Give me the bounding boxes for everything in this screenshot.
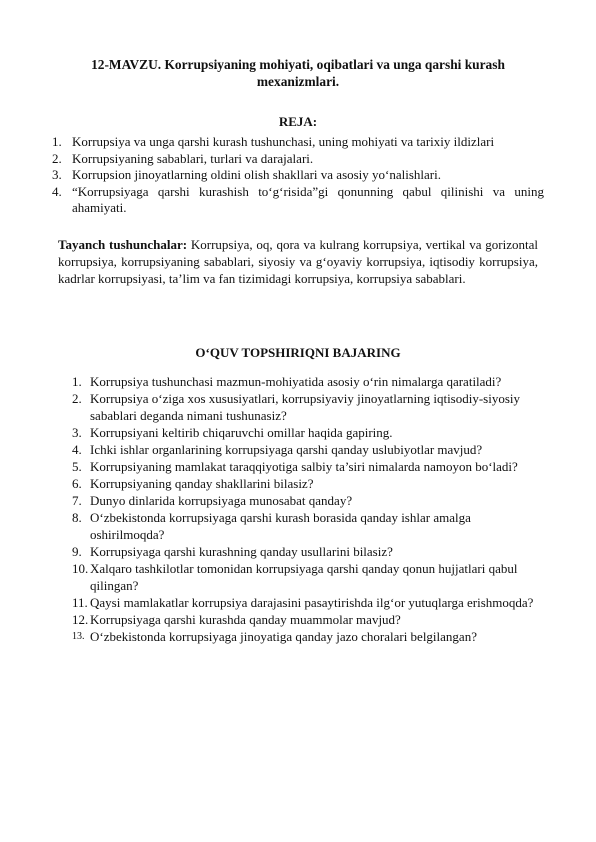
plan-item — [52, 167, 544, 184]
task-number: 5. — [72, 459, 82, 474]
task-text: Qaysi mamlakatlar korrupsiya darajasini pasaytirishda ilg‘or yutuqlarga erishmoqda? — [90, 595, 534, 610]
task-text: Ichki ishlar organlarining korrupsiyaga qarshi qanday uslubiyotlar mavjud? — [90, 442, 483, 457]
task-item — [72, 628, 540, 645]
task-item — [72, 509, 540, 543]
task-item — [72, 611, 540, 628]
tasks-list — [72, 373, 540, 645]
plan-item-text: “Korrupsiyaga qarshi kurashish to‘g‘risida”gi qonunning qabul qilinishi va uning ahamiyati. — [72, 183, 544, 215]
task-item — [72, 492, 540, 509]
plan-item-number: 2. — [52, 150, 62, 166]
task-number: 6. — [72, 476, 82, 491]
task-item — [72, 373, 540, 390]
task-text: Korrupsiyaga qarshi kurashning qanday usullarini bilasiz? — [90, 544, 393, 559]
plan-item-number: 1. — [52, 134, 62, 149]
task-text: Korrupsiya tushunchasi mazmun-mohiyatida asosiy o‘rin nimalarga qaratiladi? — [90, 374, 502, 389]
key-concepts-label: Tayanch tushunchalar: — [58, 237, 188, 252]
task-item — [72, 560, 540, 594]
task-text: O‘zbekistonda korrupsiyaga qarshi kurash borasida qanday ishlar amalga oshirilmoqda? — [90, 510, 471, 542]
task-text: Xalqaro tashkilotlar tomonidan korrupsiyaga qarshi qanday qonun hujjatlari qabul qilingan? — [90, 561, 518, 593]
task-item — [72, 441, 540, 458]
task-item — [72, 475, 540, 492]
task-text: Korrupsiyaning mamlakat taraqqiyotiga salbiy ta’siri nimalarda namoyon bo‘ladi? — [90, 459, 518, 474]
task-item — [72, 424, 540, 441]
plan-item-text: Korrupsion jinoyatlarning oldini olish shakllari va asosiy yo‘nalishlari. — [72, 167, 442, 182]
task-number: 8. — [72, 510, 82, 525]
plan-item-text: Korrupsiyaning sabablari, turlari va darajalari. — [72, 150, 314, 166]
plan-item — [52, 134, 544, 151]
plan-item — [52, 184, 544, 217]
task-number: 1. — [72, 374, 82, 389]
task-text: O‘zbekistonda korrupsiyaga jinoyatiga qanday jazo choralari belgilangan? — [90, 629, 477, 644]
task-number: 13. — [72, 631, 85, 642]
key-concepts-text: Korrupsiya, oq, qora va kulrang korrupsiya, vertikal va gorizontal korrupsiya, korrupsiyaning sabablari, siyosiy va g‘oyaviy korrupsiya, iqtisodiy korrupsiya, kadrlar korrupsiyasi, ta’lim va fan tizimidagi korrupsiya, korrupsiya sabablari. — [58, 237, 538, 286]
key-concepts-paragraph — [58, 236, 538, 287]
task-number: 11. — [72, 595, 88, 610]
task-text: Korrupsiyani keltirib chiqaruvchi omillar haqida gapiring. — [90, 425, 393, 440]
task-item — [72, 458, 540, 475]
plan-item — [52, 151, 544, 168]
task-number: 3. — [72, 425, 82, 440]
plan-item-number: 3. — [52, 167, 62, 182]
plan-list — [52, 134, 544, 217]
plan-heading: REJA: — [278, 114, 318, 129]
task-number: 7. — [72, 493, 82, 508]
task-number: 10. — [72, 561, 89, 576]
task-text: Dunyo dinlarida korrupsiyaga munosabat qanday? — [90, 493, 353, 508]
task-text: Korrupsiyaga qarshi kurashda qanday muammolar mavjud? — [90, 612, 401, 627]
task-text: Korrupsiyaning qanday shakllarini bilasiz? — [90, 476, 314, 491]
task-item — [72, 543, 540, 560]
task-number: 12. — [72, 612, 89, 627]
document-title: 12-MAVZU. Korrupsiyaning mohiyati, oqibatlari va unga qarshi kurash mexanizmlari. — [91, 57, 505, 89]
task-item — [72, 390, 540, 424]
plan-item-text: Korrupsiya va unga qarshi kurash tushunchasi, uning mohiyati va tarixiy ildizlari — [72, 134, 495, 149]
task-number: 4. — [72, 442, 82, 457]
task-number: 2. — [72, 391, 82, 406]
task-item — [72, 594, 540, 611]
plan-item-number: 4. — [52, 183, 62, 199]
task-number: 9. — [72, 544, 82, 559]
task-text: Korrupsiya o‘ziga xos xususiyatlari, korrupsiyaviy jinoyatlarning iqtisodiy-siyosiy sabablari deganda nimani tushunasiz? — [90, 391, 521, 423]
tasks-heading: O‘QUV TOPSHIRIQNI BAJARING — [195, 345, 401, 360]
